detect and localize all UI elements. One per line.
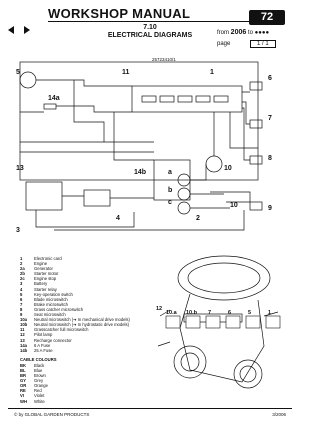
from-suffix: to ●●●● <box>247 30 270 36</box>
legend-item <box>20 348 155 353</box>
from-label: from <box>217 30 229 36</box>
manual-title: WORKSHOP MANUAL <box>48 6 191 21</box>
callout-b: b <box>168 187 173 194</box>
grasscatcher-microswitch <box>250 156 262 164</box>
callout-6: 6 <box>268 75 272 82</box>
legend-key: 13 <box>20 337 25 343</box>
validity-range <box>217 29 287 36</box>
seat-microswitch <box>250 202 262 210</box>
callout-2: 2 <box>196 215 200 222</box>
legend-text: Neutral microswitch (➔ In hydrostatic drive models) <box>34 322 129 328</box>
colour-name: Blue <box>34 367 43 373</box>
legend-text: Engine <box>34 261 48 267</box>
cable-colours-title: CABLE COLOURS <box>20 356 57 362</box>
colour-name: White <box>34 398 45 404</box>
legend-text: Grasscatcher full microswitch <box>34 327 89 333</box>
callout-3: 3 <box>16 227 20 234</box>
legend-text: Seat microswitch <box>34 312 66 318</box>
callout-5: 5 <box>16 69 20 76</box>
tractor-label-10a: 10.a <box>166 310 177 316</box>
legend-key: 2c <box>20 276 25 282</box>
callout-9: 9 <box>268 205 272 212</box>
callout-10: 10 <box>224 165 232 172</box>
tractor-label-7: 7 <box>208 310 212 316</box>
colour-code: VI <box>20 393 24 399</box>
wiring-diagram <box>14 52 284 240</box>
colour-name: Brown <box>34 373 46 379</box>
legend-key: 6 <box>20 296 23 302</box>
page-label: page <box>217 41 231 47</box>
footer-divider <box>8 408 292 409</box>
legend-key: 2a <box>20 266 25 272</box>
legend-key: 14a <box>20 342 27 348</box>
colour-name: Orange <box>34 383 48 389</box>
callout-1: 1 <box>210 69 214 76</box>
chapter-badge: 72 <box>249 10 285 25</box>
tractor-label-5: 5 <box>248 310 252 316</box>
colour-code: BR <box>20 373 27 379</box>
legend-key: 2b <box>20 271 25 277</box>
legend-key: 12 <box>20 332 25 338</box>
page-value: 1 / 1 <box>250 40 276 48</box>
legend-text: 25 A Fuse <box>34 347 53 353</box>
tractor-label-1: 1 <box>268 310 272 316</box>
legend-key: 10b <box>20 322 28 328</box>
diagram-code: 25723410/1 <box>152 57 176 62</box>
legend-key: 4 <box>20 286 23 292</box>
callout-a: a <box>168 169 172 176</box>
colour-name: Black <box>34 362 45 368</box>
legend-text: Starter motor <box>34 271 59 277</box>
legend-text: Electronic card <box>34 256 62 261</box>
legend-text: Key-operation switch <box>34 291 73 297</box>
section-number: 7.10 <box>143 24 157 31</box>
colour-code: WH <box>20 398 27 404</box>
callout-4: 4 <box>116 215 120 222</box>
footer-date: 3/2006 <box>272 412 286 417</box>
legend-key: 5 <box>20 291 23 297</box>
callout-14b: 14b <box>134 169 147 176</box>
footer-copyright: © by GLOBAL GARDEN PRODUCTS <box>14 412 90 417</box>
colour-code: GY <box>20 378 27 384</box>
legend-text: Battery <box>34 281 48 287</box>
legend-text: Grass catcher microswitch <box>34 306 84 312</box>
legend-key: 1 <box>20 256 23 261</box>
legend-key: 7 <box>20 301 23 307</box>
colour-name: Red <box>34 388 42 394</box>
legend-key: 9 <box>20 312 23 318</box>
electronic-card <box>132 86 242 112</box>
legend-key: 8 <box>20 306 23 312</box>
component-legend <box>20 256 155 404</box>
legend-text: 6 A Fuse <box>34 342 51 348</box>
tractor-label-6: 6 <box>228 310 232 316</box>
colour-code: OR <box>20 383 27 389</box>
legend-text: Blade microswitch <box>34 296 68 302</box>
battery <box>26 182 62 210</box>
legend-key: 10a <box>20 317 27 323</box>
legend-text: Engine stop <box>34 276 57 282</box>
colour-code: RE <box>20 388 26 394</box>
colour-name: Violet <box>34 393 45 399</box>
cable-colour-item <box>20 399 155 404</box>
legend-text: Starter relay <box>34 286 57 292</box>
blade-microswitch <box>250 82 262 90</box>
callout-c: c <box>168 199 172 206</box>
colour-code: BL <box>20 367 26 373</box>
callout-12: 11 <box>122 69 130 76</box>
legend-key: 3 <box>20 281 23 287</box>
legend-key: 2 <box>20 261 23 267</box>
callout-7: 7 <box>268 115 272 122</box>
callout-8: 8 <box>268 155 272 162</box>
legend-text: Recharge connector <box>34 337 72 343</box>
legend-text: Neutral microswitch (➔ In mechanical drive models) <box>34 317 130 323</box>
header-divider <box>48 21 252 22</box>
page-indicator <box>217 40 287 48</box>
legend-text: Brake microswitch <box>34 301 68 307</box>
key-switch <box>20 72 36 88</box>
legend-key: 11 <box>20 327 25 333</box>
tractor-label-10b: 10.b <box>186 310 198 316</box>
legend-key: 14b <box>20 347 28 353</box>
brake-microswitch <box>250 120 262 128</box>
from-year: 2006 <box>230 29 247 36</box>
callout-13: 13 <box>16 165 24 172</box>
colour-code: BK <box>20 362 27 368</box>
legend-text: Generator <box>34 266 53 272</box>
tractor-locator-drawing <box>150 250 290 410</box>
section-label: ELECTRICAL DIAGRAMS <box>107 32 193 39</box>
callout-11: 10 <box>230 202 238 209</box>
tractor-label-12: 12 <box>156 306 163 312</box>
callout-14a: 14a <box>48 95 60 102</box>
legend-text: Pilot lamp <box>34 332 53 338</box>
colour-name: Grey <box>34 378 44 384</box>
